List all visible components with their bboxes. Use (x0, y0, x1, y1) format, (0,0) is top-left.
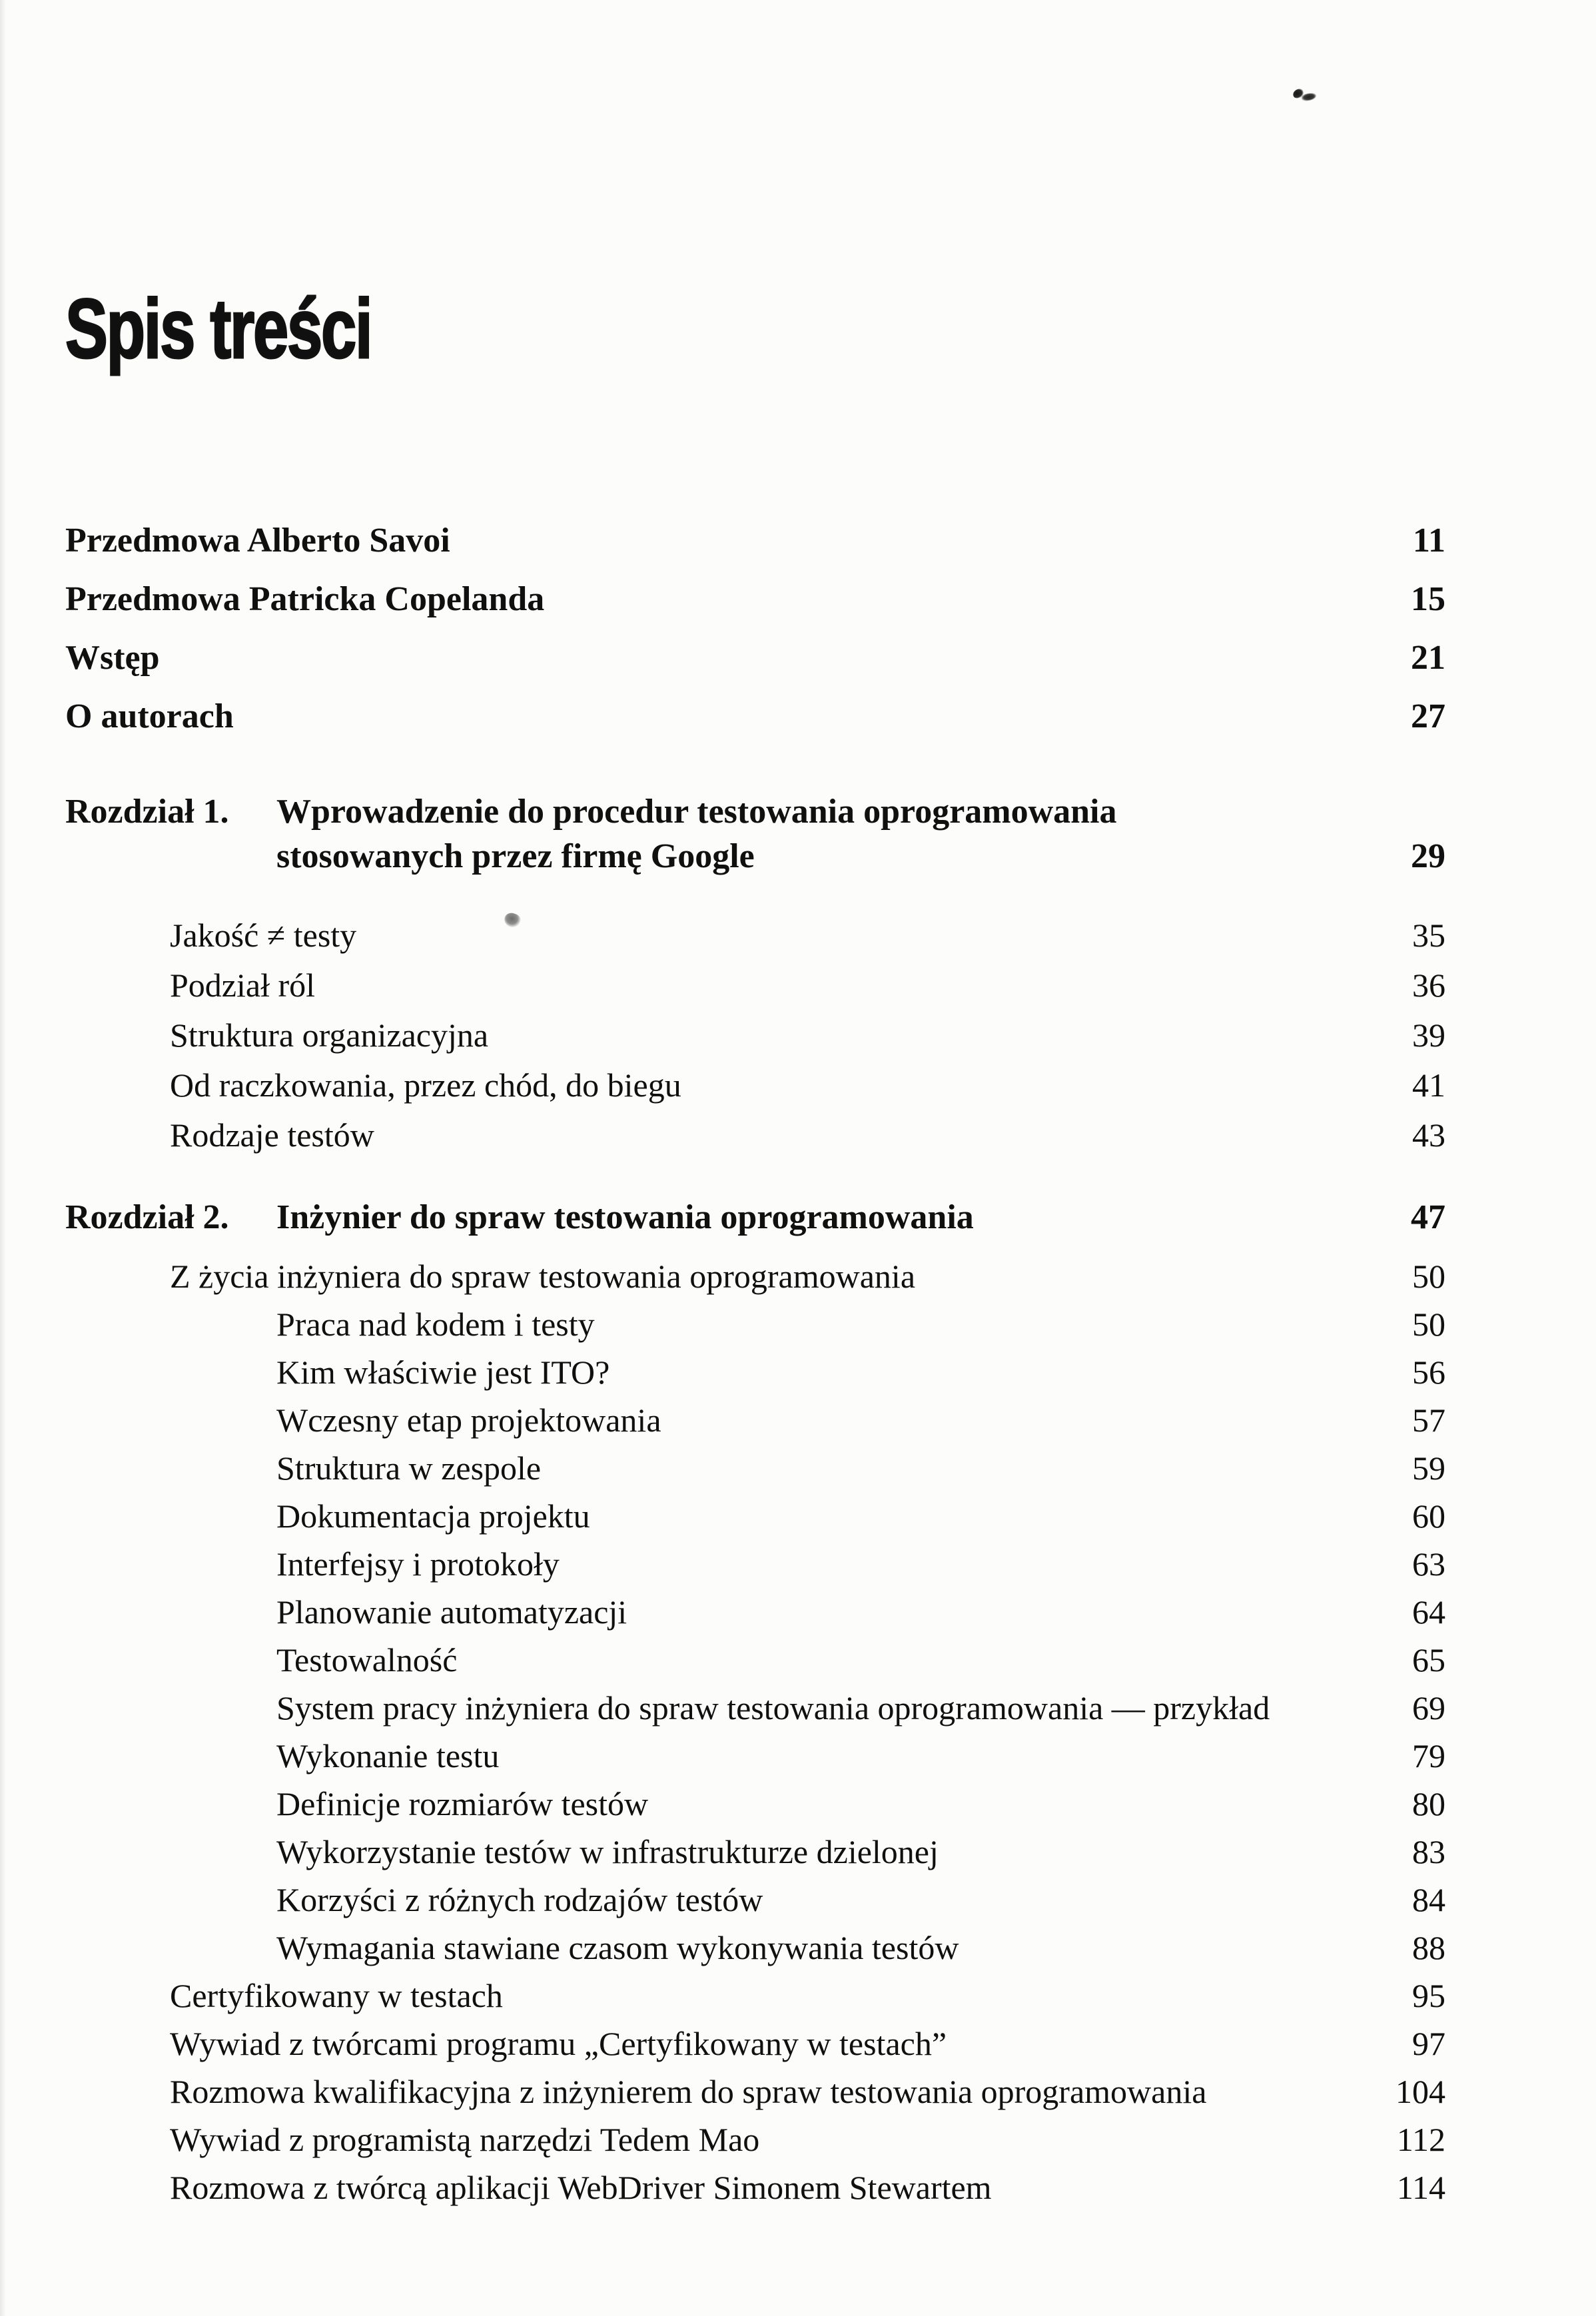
entry-page: 43 (1412, 1116, 1445, 1154)
toc-row (65, 641, 1445, 699)
entry-title: Wywiad z twórcami programu „Certyfikowany w testach” (170, 2025, 947, 2062)
toc-row (65, 919, 1445, 968)
toc-row (65, 524, 1445, 582)
entry-title: Struktura organizacyjna (170, 1016, 489, 1054)
entry-page: 27 (1411, 697, 1445, 735)
entry-page: 60 (1412, 1497, 1445, 1535)
toc-row (65, 1403, 1445, 1451)
toc-row (65, 968, 1445, 1018)
entry-page: 50 (1412, 1306, 1445, 1343)
toc-row (65, 1595, 1445, 1643)
entry-page: 59 (1412, 1449, 1445, 1487)
entry-title: Rodzaje testów (170, 1116, 374, 1154)
chapter-heading (65, 1195, 1445, 1240)
entry-page: 11 (1412, 522, 1445, 560)
entry-page: 39 (1412, 1016, 1445, 1054)
chapters-section (65, 789, 1445, 2219)
entry-page: 41 (1412, 1066, 1445, 1104)
entry-page: 65 (1412, 1641, 1445, 1679)
toc-row (65, 1018, 1445, 1068)
toc-row (65, 2171, 1445, 2219)
chapter-label: Rozdział 1. (65, 793, 229, 831)
entry-page: 35 (1412, 917, 1445, 954)
entry-page: 15 (1411, 580, 1445, 618)
entry-title: Przedmowa Patricka Copelanda (65, 580, 545, 618)
entry-page: 97 (1412, 2025, 1445, 2062)
entry-page: 63 (1412, 1545, 1445, 1583)
entry-title: Certyfikowany w testach (170, 1977, 503, 2014)
chapter-label: Rozdział 2. (65, 1198, 229, 1236)
entry-title: Dokumentacja projektu (276, 1497, 590, 1535)
entry-title: Interfejsy i protokoły (276, 1545, 560, 1583)
entry-title: Struktura w zespole (276, 1449, 542, 1487)
entry-title: Od raczkowania, przez chód, do biegu (170, 1066, 681, 1104)
toc-row (65, 1643, 1445, 1691)
entry-page: 114 (1396, 2169, 1445, 2206)
toc-row (65, 699, 1445, 758)
scan-edge-shadow (0, 0, 6, 2316)
entry-title: Planowanie automatyzacji (276, 1593, 627, 1631)
entry-title: Kim właściwie jest ITO? (276, 1353, 610, 1391)
entry-page: 95 (1412, 1977, 1445, 2014)
chapter-title-line: Inżynier do spraw testowania oprogramowania (276, 1198, 974, 1236)
entry-page: 36 (1412, 966, 1445, 1004)
entry-page: 56 (1412, 1353, 1445, 1391)
toc-row (65, 1979, 1445, 2027)
ink-blob (1301, 92, 1317, 102)
entry-title: Wstęp (65, 639, 160, 677)
toc-row (65, 1547, 1445, 1595)
entry-title: System pracy inżyniera do spraw testowania oprogramowania — przykład (276, 1689, 1270, 1727)
chapter-heading (65, 789, 1445, 879)
entry-page: 84 (1412, 1881, 1445, 1918)
toc-row (65, 1308, 1445, 1355)
toc-row (65, 1068, 1445, 1118)
entry-page: 69 (1412, 1689, 1445, 1727)
entry-title: Przedmowa Alberto Savoi (65, 522, 450, 560)
ink-blob (1292, 88, 1304, 99)
entry-title: Definicje rozmiarów testów (276, 1785, 649, 1822)
entry-page: 64 (1412, 1593, 1445, 1631)
toc-row (65, 2027, 1445, 2075)
toc-row (65, 582, 1445, 641)
chapter-title (276, 1195, 1411, 1240)
entry-title: Testowalność (276, 1641, 458, 1679)
toc-row (65, 1451, 1445, 1499)
front-matter-section (65, 524, 1445, 758)
entry-page: 112 (1396, 2121, 1445, 2158)
toc-row (65, 2123, 1445, 2171)
ink-smudge-icon (1293, 85, 1320, 105)
entry-page: 21 (1411, 639, 1445, 677)
toc-row (65, 1835, 1445, 1883)
entry-title: Korzyści z różnych rodzajów testów (276, 1881, 763, 1918)
entry-page: 50 (1412, 1258, 1445, 1295)
entry-title: O autorach (65, 697, 234, 735)
toc-row (65, 1931, 1445, 1979)
entry-title: Wczesny etap projektowania (276, 1401, 661, 1439)
toc-row (65, 1118, 1445, 1168)
toc-row (65, 1883, 1445, 1931)
entry-title: Jakość ≠ testy (170, 917, 357, 954)
chapter-page: 47 (1411, 1198, 1445, 1236)
toc-row (65, 1355, 1445, 1403)
toc-row (65, 1691, 1445, 1739)
entry-title: Praca nad kodem i testy (276, 1306, 595, 1343)
chapter-entries (65, 1260, 1445, 2219)
entry-page: 80 (1412, 1785, 1445, 1822)
page-title: Spis treści (65, 282, 372, 376)
chapter-entries (65, 919, 1445, 1168)
chapter-page: 29 (1411, 837, 1445, 875)
table-of-contents (65, 524, 1445, 2219)
entry-title: Wymagania stawiane czasom wykonywania testów (276, 1929, 959, 1966)
entry-page: 83 (1412, 1833, 1445, 1870)
chapter-title-line: stosowanych przez firmę Google (276, 837, 755, 875)
toc-row (65, 1787, 1445, 1835)
toc-row (65, 1260, 1445, 1308)
entry-page: 57 (1412, 1401, 1445, 1439)
entry-title: Rozmowa z twórcą aplikacji WebDriver Simonem Stewartem (170, 2169, 992, 2206)
toc-row (65, 1739, 1445, 1787)
entry-page: 88 (1412, 1929, 1445, 1966)
entry-page: 79 (1412, 1737, 1445, 1774)
chapter-title-line: Wprowadzenie do procedur testowania oprogramowania (276, 793, 1117, 831)
entry-title: Wykorzystanie testów w infrastrukturze dzielonej (276, 1833, 939, 1870)
entry-title: Z życia inżyniera do spraw testowania oprogramowania (170, 1258, 916, 1295)
entry-title: Rozmowa kwalifikacyjna z inżynierem do spraw testowania oprogramowania (170, 2073, 1207, 2110)
entry-title: Wywiad z programistą narzędzi Tedem Mao (170, 2121, 760, 2158)
entry-title: Podział ról (170, 966, 316, 1004)
chapter-title (276, 789, 1411, 879)
toc-row (65, 2075, 1445, 2123)
entry-page: 104 (1396, 2073, 1445, 2110)
entry-title: Wykonanie testu (276, 1737, 500, 1774)
toc-row (65, 1499, 1445, 1547)
